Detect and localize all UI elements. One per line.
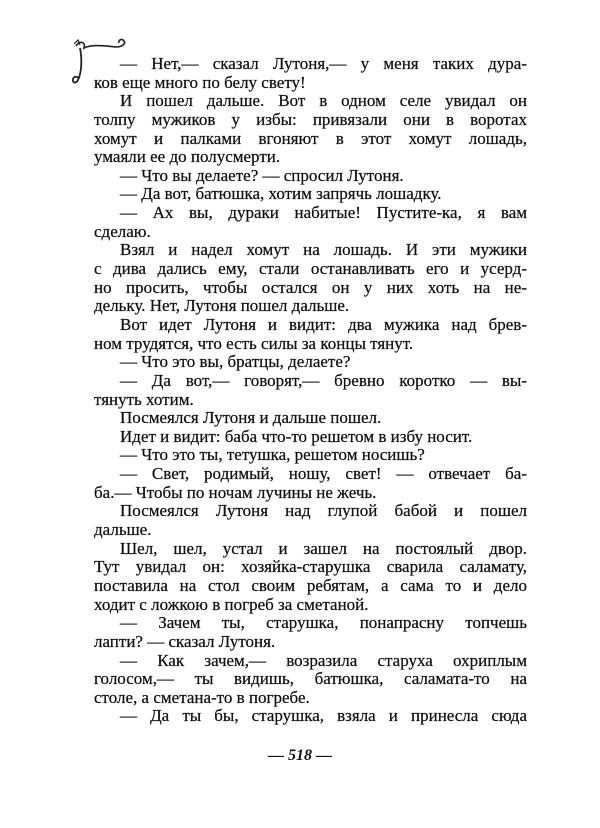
text-line: — Да вот,— говорят,— бревно коротко — вы-	[120, 370, 527, 390]
paragraph	[94, 428, 527, 447]
text-line: Тут увидал он: хозяйка-старушка сварила саламату,	[94, 557, 527, 577]
text-line: Посмеялся Лутоня над глупой бабой и пошел	[120, 501, 527, 521]
paragraph	[94, 185, 527, 204]
text-line: сделаю.	[94, 221, 151, 241]
text-line: хомут и палками вгоняют в этот хомут лошадь,	[94, 128, 527, 148]
paragraph	[94, 92, 527, 167]
text-line: Посмеялся Лутоня и дальше пошел.	[120, 408, 382, 428]
text-line: столе, а сметана-то в погребе.	[94, 687, 310, 707]
text-line: толпу мужиков у избы: привязали они в воротах	[94, 109, 527, 129]
page-number: — 518 —	[268, 747, 332, 764]
paragraph	[94, 204, 527, 241]
paragraph	[94, 241, 527, 316]
text-line: — Что это вы, братцы, делаете?	[120, 352, 351, 372]
text-line: ба.— Чтобы по ночам лучины не жечь.	[94, 482, 377, 502]
text-line: И пошел дальше. Вот в одном селе увидал он	[120, 91, 527, 111]
paragraph	[94, 353, 527, 372]
paragraph	[94, 55, 527, 92]
paragraph	[94, 167, 527, 186]
text-line: — Да вот, батюшка, хотим запрячь лошадку.	[120, 184, 442, 204]
text-line: с дива дались ему, стали останавливать его и усерд-	[94, 259, 527, 279]
text-line: Шел, шел, устал и зашел на постоялый двор.	[120, 538, 527, 558]
text-line: ходит с ложкою в погреб за сметаной.	[94, 594, 369, 614]
paragraph	[94, 465, 527, 502]
text-line: — Что это ты, тетушка, решетом носишь?	[120, 445, 425, 465]
text-line: голосом,— ты видишь, батюшка, саламата-то на	[94, 669, 527, 689]
paragraph	[94, 502, 527, 539]
text-line: дальше.	[94, 520, 152, 540]
paragraph	[94, 652, 527, 708]
text-line: — Да ты бы, старушка, взяла и принесла сюда	[120, 706, 527, 726]
text-line: умаяли ее до полусмерти.	[94, 147, 281, 167]
text-line: тянуть хотим.	[94, 389, 194, 409]
body-text	[94, 55, 527, 726]
text-line: Вот идет Лутоня и видит: два мужика над брев-	[120, 314, 527, 334]
text-line: — Нет,— сказал Лутоня,— у меня таких дура-	[120, 54, 527, 73]
text-line: Взял и надел хомут на лошадь. И эти мужики	[120, 240, 527, 260]
paragraph	[94, 409, 527, 428]
text-line: — Ах вы, дураки набитые! Пустите-ка, я вам	[120, 203, 527, 223]
text-line: — Зачем ты, старушка, понапрасну топчешь	[120, 613, 527, 633]
text-line: ном трудятся, что есть силы за концы тянут.	[94, 333, 414, 353]
text-line: поставила на стол своим ребятам, а сама то и дело	[94, 575, 527, 595]
text-line: — Свет, родимый, ношу, свет! — отвечает ба-	[120, 464, 527, 484]
paragraph	[94, 372, 527, 409]
text-line: дельку. Нет, Лутоня пошел дальше.	[94, 296, 350, 316]
paragraph	[94, 614, 527, 651]
text-line: лапти? — сказал Лутоня.	[94, 631, 276, 651]
text-line: но просить, чтобы остался он у них хоть на не-	[94, 277, 527, 297]
text-line: — Как зачем,— возразила старуха охриплым	[120, 650, 527, 670]
text-line: Идет и видит: баба что-то решетом в избу носит.	[120, 426, 473, 446]
paragraph	[94, 707, 527, 726]
paragraph	[94, 540, 527, 615]
text-line: ков еще много по белу свету!	[94, 72, 306, 92]
paragraph	[94, 446, 527, 465]
paragraph	[94, 316, 527, 353]
text-line: — Что вы делаете? — спросил Лутоня.	[120, 165, 404, 185]
